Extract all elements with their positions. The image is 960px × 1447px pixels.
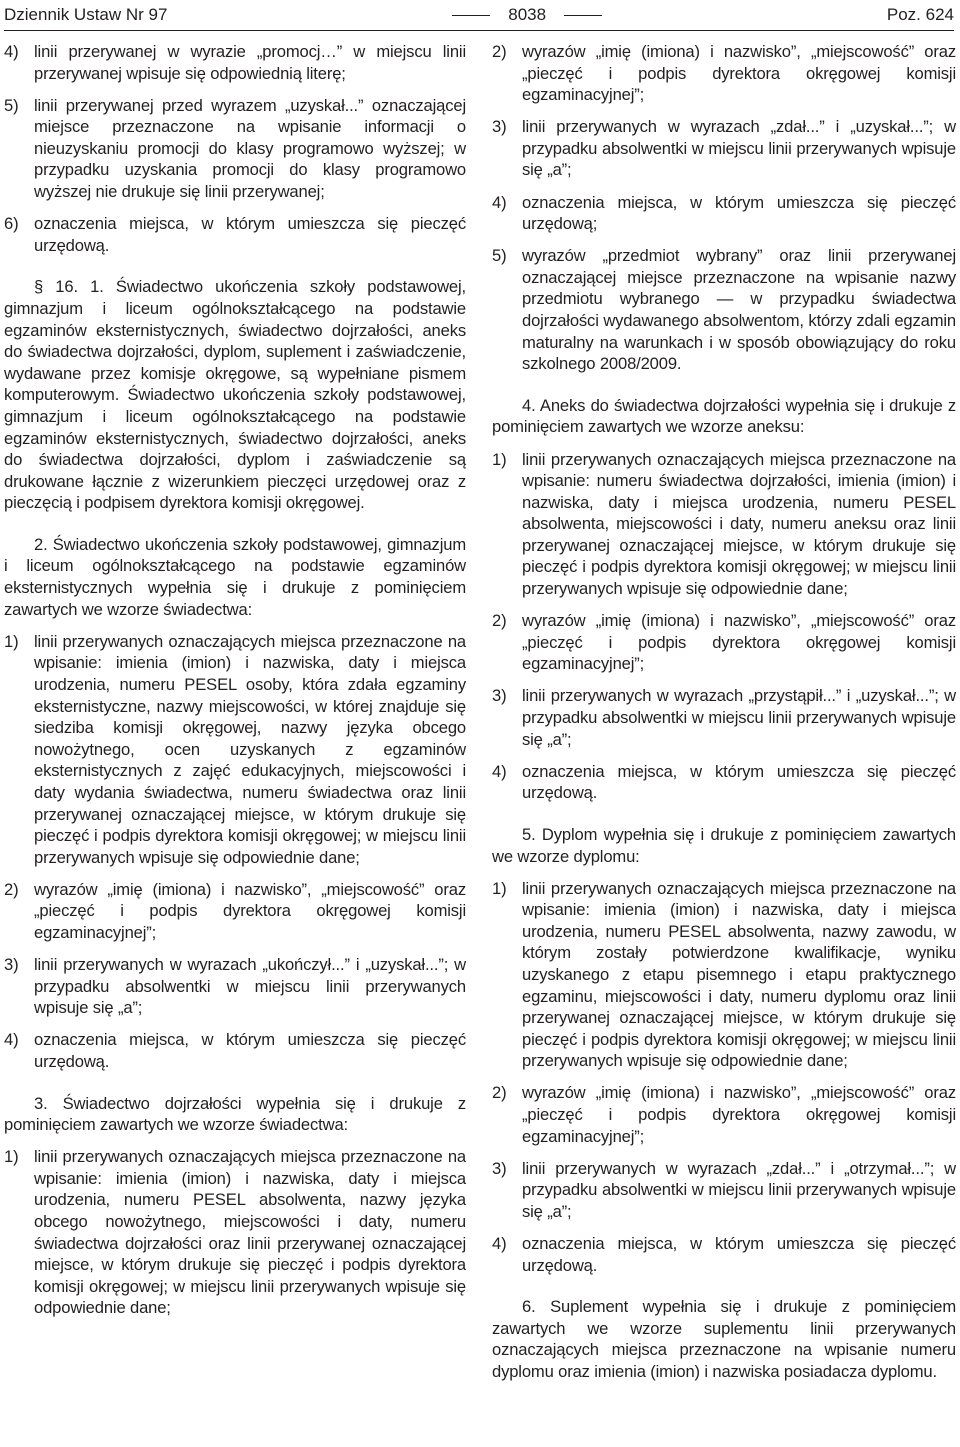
section-16-paragraph: § 16. 1. Świadectwo ukończenia szkoły podstawowej, gimnazjum i liceum ogólnokształcącego na podstawie egzaminów eksternistycznych, świadectwo dojrzałości, aneks do świadectwa dojrzałości, dyplom, suplement i zaświadczenie, wydawane przez komisje okręgowe, są wypełniane pismem komputerowym. Świadectwo ukończenia szkoły podstawowej, gimnazjum i liceum ogólnokształcącego na podstawie egzaminów eksternistycznych, świadectwo dojrzałości, aneks do świadectwa dojrzałości, dyplom i zaświadczenie są drukowane łącznie z wizerunkiem pieczęci urzędowej oraz z pieczęcią i podpisem dyrektora komisji okręgowej. — [4, 277, 466, 513]
item-number: 4) — [492, 1234, 507, 1253]
list-item — [492, 41, 956, 106]
item-text: linii przerywanych oznaczających miejsca przeznaczone na wpisanie: numeru świadectwa dojrzałości, imienia (imion) i nazwiska, daty i miejsca urodzenia, numeru PESEL absolwenta, miejscowości i daty, numeru aneksu oraz linii przerywanej oznaczającej miejsce, w którym drukuje się pieczęć i podpis dyrektora komisji okręgowej; w miejscu linii przerywanych wpisuje się odpowiednie dane; — [522, 449, 956, 599]
paragraph-6: 6. Suplement wypełnia się i drukuje z pominięciem zawartych we wzorze suplementu linii przerywanych oznaczających miejsca przeznaczone na wpisanie numeru dyplomu oraz imienia (imion) i nazwiska posiadacza dyplomu. — [492, 1297, 956, 1381]
item-number: 5) — [4, 95, 19, 115]
item-number: 1) — [492, 878, 507, 898]
item-text: linii przerywanej przed wyrazem „uzyskał...” oznaczającej miejsce przeznaczone na wpisanie informacji o nieuzyskaniu promocji do klasy programowo wyższej; w przypadku uzyskania promocji do klasy programowo wyższej nie drukuje się linii przerywanej; — [34, 95, 466, 202]
item-number: 5) — [492, 246, 507, 266]
paragraph-2: 2. Świadectwo ukończenia szkoły podstawowej, gimnazjum i liceum ogólnokształcącego na podstawie egzaminów eksternistycznych wypełnia się i drukuje z pominięciem zawartych we wzorze świadectwa: — [4, 534, 466, 619]
list-item — [4, 879, 466, 944]
item-number: 1) — [4, 631, 19, 651]
item-text: wyrazów „przedmiot wybrany” oraz linii przerywanej oznaczającej miejsce przeznaczone na wpisanie nazwy przedmiotu wybranego — w przypadku świadectwa dojrzałości wydawanego absolwentom, którzy zdali egzamin maturalny na warunkach i w sposób obowiązujący do roku szkolnego 2008/2009. — [522, 246, 956, 374]
item-text: linii przerywanych oznaczających miejsca przeznaczone na wpisanie: imienia (imion) i nazwiska, daty i miejsca urodzenia, numeru PESEL absolwenta, nazwy języka obcego nowożytnego, miejscowości i daty, numeru świadectwa dojrzałości oraz linii przerywanej oznaczającej miejsce, w którym drukuje się pieczęć i podpis dyrektora komisji okręgowej; w miejscu linii przerywanych wpisuje się odpowiednie dane; — [34, 1147, 466, 1318]
page-number: 8038 — [508, 5, 547, 24]
paragraph-3: 3. Świadectwo dojrzałości wypełnia się i drukuje z pominięciem zawartych we wzorze świadectwa: — [4, 1093, 466, 1135]
item-text: oznaczenia miejsca, w którym umieszcza się pieczęć urzędową. — [522, 761, 956, 803]
list-item — [4, 95, 466, 203]
item-text: wyrazów „imię (imiona) i nazwisko”, „miejscowość” oraz „pieczęć i podpis dyrektora okręgowej komisji egzaminacyjnej”; — [522, 42, 956, 105]
journal-title: Dziennik Ustaw Nr 97 — [4, 5, 168, 24]
item-text: linii przerywanych oznaczających miejsca przeznaczone na wpisanie: imienia (imion) i nazwiska, daty i miejsca urodzenia, numeru PESEL osoby, która zdała egzaminy eksternistyczne, nazwy miejscowości, w której znajduje się siedziba komisji okręgowej, nazwy języka obcego nowożytnego, ocen uzyskanych z egzaminów eksternistycznych z zajęć edukacyjnych, miejscowości i daty wydania świadectwa, numeru świadectwa oraz linii przerywanej oznaczającej miejsce, w którym drukuje się pieczęć i podpis dyrektora komisji okręgowej; w miejscu linii przerywanych wpisuje się odpowiednie dane; — [34, 631, 466, 867]
item-number: 1) — [492, 449, 507, 469]
item-text: wyrazów „imię (imiona) i nazwisko”, „miejscowość” oraz „pieczęć i podpis dyrektora okręgowej komisji egzaminacyjnej”; — [522, 1083, 956, 1146]
position-number: Poz. 624 — [886, 5, 954, 24]
page-header — [4, 0, 954, 31]
item-text: linii przerywanych w wyrazach „zdał...” i „uzyskał...”; w przypadku absolwentki w miejscu linii przerywanych wpisuje się „a”; — [522, 117, 956, 180]
item-text: linii przerywanych w wyrazach „ukończył...” i „uzyskał...”; w przypadku absolwentki w miejscu linii przerywanych wpisuje się „a”; — [34, 955, 466, 1018]
dash-left — [452, 15, 490, 16]
item-number: 4) — [492, 192, 507, 212]
item-number: 4) — [492, 761, 507, 781]
item-text: oznaczenia miejsca, w którym umieszcza się pieczęć urzędową. — [522, 1234, 956, 1275]
item-number: 3) — [492, 117, 507, 137]
page-number-block — [452, 5, 602, 25]
list-item — [492, 192, 956, 235]
left-column — [4, 41, 466, 1329]
list-item — [492, 1158, 956, 1223]
list-item — [4, 1029, 466, 1072]
list-item — [4, 41, 466, 84]
list-item — [492, 1233, 956, 1276]
list-item — [492, 761, 956, 804]
item-number: 3) — [4, 955, 19, 975]
list-item — [492, 116, 956, 181]
list-item — [492, 449, 956, 600]
list-item — [4, 1146, 466, 1319]
item-text: linii przerywanej w wyrazie „promocj…” w miejscu linii przerywanej wpisuje się odpowiednią literę; — [34, 42, 466, 83]
list-item — [492, 1082, 956, 1147]
item-text: oznaczenia miejsca, w którym umieszcza się pieczęć urzędową; — [522, 192, 956, 234]
item-number: 3) — [492, 686, 507, 706]
item-text: wyrazów „imię (imiona) i nazwisko”, „miejscowość” oraz „pieczęć i podpis dyrektora okręgowej komisji egzaminacyjnej”; — [34, 879, 466, 942]
list-item — [4, 631, 466, 869]
item-text: wyrazów „imię (imiona) i nazwisko”, „miejscowość” oraz „pieczęć i podpis dyrektora okręgowej komisji egzaminacyjnej”; — [522, 611, 956, 674]
item-number: 1) — [4, 1147, 19, 1167]
item-number: 2) — [492, 611, 507, 631]
list-item — [4, 954, 466, 1019]
item-text: oznaczenia miejsca, w którym umieszcza się pieczęć urzędową. — [34, 214, 466, 255]
item-text: linii przerywanych w wyrazach „przystąpił...” i „uzyskał...”; w przypadku absolwentki w miejscu linii przerywanych wpisuje się „a”; — [522, 686, 956, 749]
item-text: linii przerywanych oznaczających miejsca przeznaczone na wpisanie: imienia (imion) i nazwiska, daty i miejsca urodzenia, numeru PESEL absolwenta, nazwy zawodu, w którym zostały potwierdzone kwalifikacje, wyniku uzyskanego z etapu pisemnego i etapu praktycznego egzaminu, miejscowości i daty, numeru dyplomu oraz linii przerywanej oznaczającej miejsce, w którym drukuje się pieczęć i podpis dyrektora komisji okręgowej; w miejscu linii przerywanych wpisuje się odpowiednie dane; — [522, 878, 956, 1071]
item-number: 4) — [4, 42, 19, 61]
item-number: 6) — [4, 214, 19, 234]
item-number: 2) — [4, 879, 19, 899]
item-number: 2) — [492, 1083, 507, 1103]
list-item — [4, 213, 466, 256]
list-item — [492, 245, 956, 375]
list-item — [492, 878, 956, 1072]
item-number: 4) — [4, 1030, 19, 1050]
item-number: 2) — [492, 42, 507, 61]
paragraph-4: 4. Aneks do świadectwa dojrzałości wypełnia się i drukuje z pominięciem zawartych we wzorze aneksu: — [492, 395, 956, 437]
list-item — [492, 685, 956, 750]
item-text: linii przerywanych w wyrazach „zdał...” i „otrzymał...”; w przypadku absolwentki w miejscu linii przerywanych wpisuje się „a”; — [522, 1158, 956, 1221]
right-column — [492, 41, 956, 1393]
item-text: oznaczenia miejsca, w którym umieszcza się pieczęć urzędową. — [34, 1030, 466, 1071]
dash-right — [564, 15, 602, 16]
list-item — [492, 610, 956, 675]
item-number: 3) — [492, 1158, 507, 1178]
paragraph-5: 5. Dyplom wypełnia się i drukuje z pominięciem zawartych we wzorze dyplomu: — [492, 824, 956, 866]
